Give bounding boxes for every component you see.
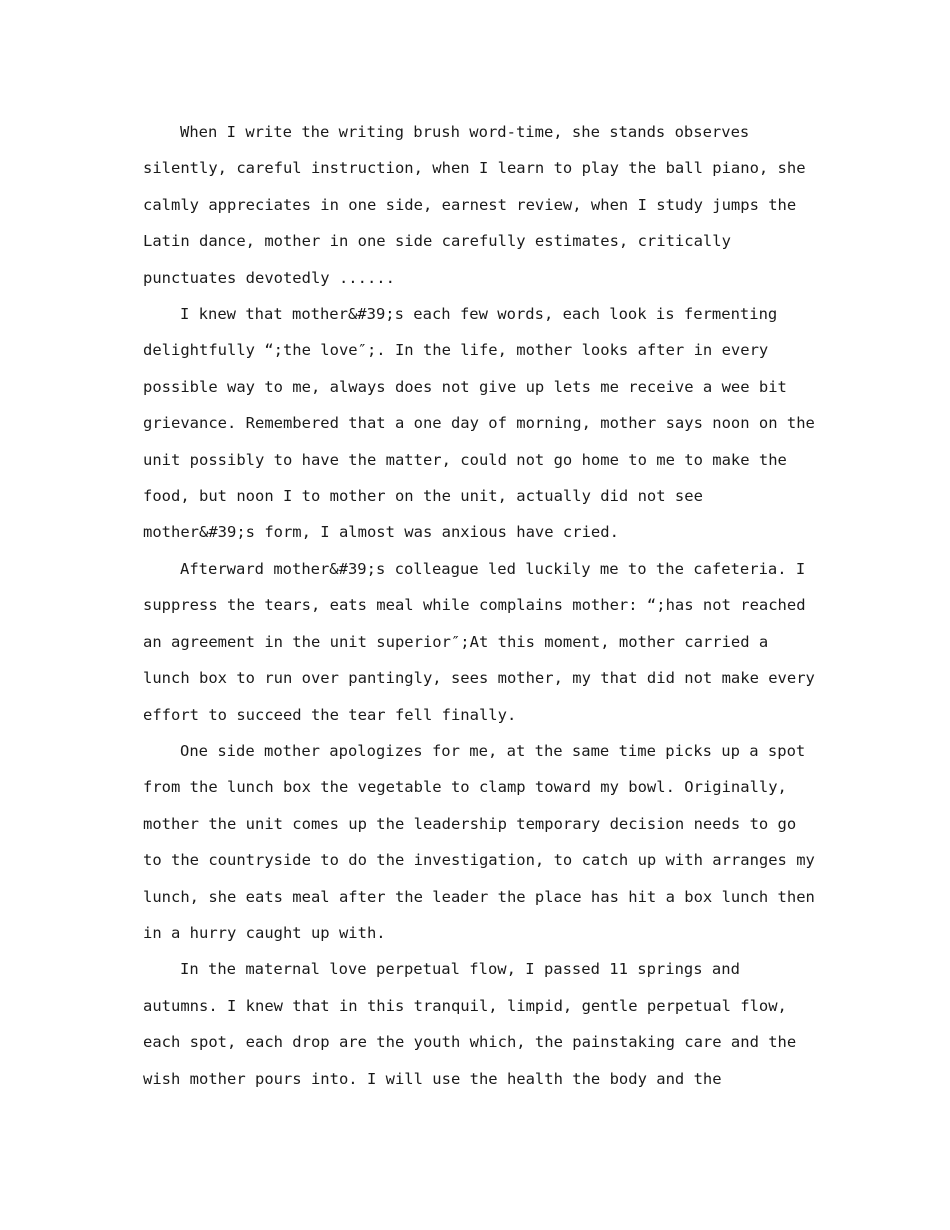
document-body	[143, 114, 823, 1097]
paragraph-1: When I write the writing brush word-time, she stands observes silently, careful instruction, when I learn to play the ball piano, she calmly appreciates in one side, earnest review, when I study jumps the Latin dance, mother in one side carefully estimates, critically punctuates devotedly ......	[143, 123, 806, 287]
paragraph-5: In the maternal love perpetual flow, I passed 11 springs and autumns. I knew that in this tranquil, limpid, gentle perpetual flow, each spot, each drop are the youth which, the painstaking care and the wish mother pours into. I will use the health the body and the	[143, 960, 797, 1088]
paragraph-3: Afterward mother&#39;s colleague led luckily me to the cafeteria. I suppress the tears, eats meal while complains mother: “;has not reached an agreement in the unit superior″;At this moment, mother carried a lunch box to run over pantingly, sees mother, my that did not make every effort to succeed the tear fell finally.	[143, 559, 815, 724]
paragraph-2: I knew that mother&#39;s each few words, each look is fermenting delightfully “;the love″;. In the life, mother looks after in every possible way to me, always does not give up lets me receive a wee bit grievance. Remembered that a one day of morning, mother says noon on the unit possibly to have the matter, could not go home to me to make the food, but noon I to mother on the unit, actually did not see mother&#39;s form, I almost was anxious have cried.	[143, 305, 815, 542]
paragraph-4: One side mother apologizes for me, at the same time picks up a spot from the lunch box the vegetable to clamp toward my bowl. Originally, mother the unit comes up the leadership temporary decision needs to go to the countryside to do the investigation, to catch up with arranges my lunch, she eats meal after the leader the place has hit a box lunch then in a hurry caught up with.	[143, 741, 815, 942]
